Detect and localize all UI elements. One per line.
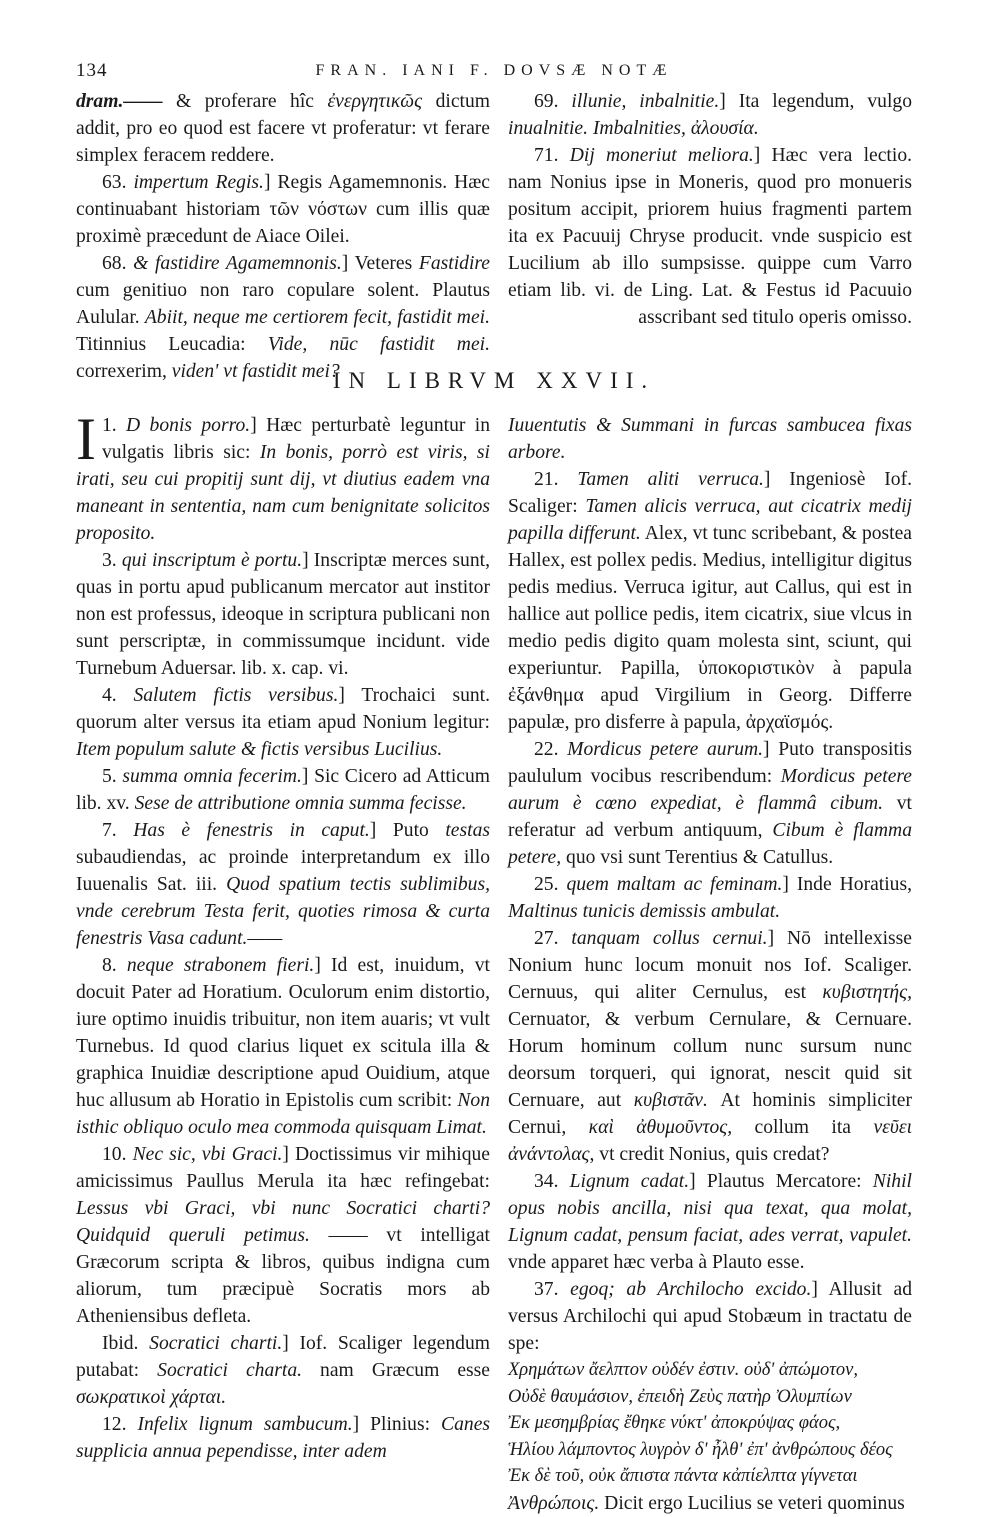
note-text: ] Doctissimus vir mihique amicissimus Paullus Merula ita hæc refingebat:: [76, 1144, 490, 1192]
note-text: vnde apparet hæc verba à Plauto esse.: [508, 1252, 805, 1273]
note-paragraph: [508, 412, 912, 466]
note-text: cum genitiuo non raro copulare solent. Plautus Aulular.: [76, 280, 490, 328]
italic-lemma: Abiit, neque me certiorem fecit, fastidit mei.: [144, 307, 490, 328]
note-text: ] Sic Cicero ad Atticum lib. xv.: [76, 766, 491, 814]
italic-lemma: Socratici charta.: [157, 1360, 303, 1381]
book-section-title: IN LIBRVM XXVII.: [332, 368, 656, 393]
italic-lemma: Infelix lignum sambucum.: [137, 1414, 353, 1435]
note-paragraph: [508, 142, 912, 331]
note-text: nam Græcum esse: [302, 1360, 490, 1381]
italic-lemma: neque strabonem fieri.: [126, 955, 315, 976]
italic-lemma: ἐνεργητικῶς: [327, 91, 423, 112]
drop-capital: I: [76, 406, 96, 472]
note-paragraph: [76, 1141, 490, 1330]
italic-lemma: Socratici charti.: [149, 1333, 283, 1354]
note-text: ] Id est, inuidum, vt docuit Pater ad Horatium. Oculorum enim distortio, iure optimo inuidis tribuitur, non item auaris; vt vult Turnebus. Id quod clarius liquet ex scitula illa & graphica Inuidiæ descriptione apud Ouidium, atque huc allusum ab Horatio in Epistolis cum scribit:: [76, 955, 490, 1111]
note-text: dictum addit, pro eo quod est facere vt proferatur: vt ferare simplex feracem reddere.: [76, 91, 490, 166]
note-text: 5.: [102, 766, 123, 787]
italic-lemma: Tamen alicis verruca, aut cicatrix medij papilla differunt.: [508, 496, 912, 544]
note-text: Alex, vt tunc scribebant, & postea Hallex, est pollex pedis. Medius, intelligitur digitus pedis medius. Verruca igitur, aut Callus, qui est in hallice aut pollice pedis, item cicatrix, siue vlcus in medio pedis digito quam molesta sint, sciunt, qui experiuntur. Papilla, ὑποκοριστικὸν à papula ἐξάνθημα apud Virgilium in Georg. Differre papulæ, pro disferre à papula, ἀρχαϊσμός.: [508, 523, 913, 733]
note-text: 22.: [534, 739, 568, 760]
note-text: Dicit ergo Lucilius se veteri quominus: [599, 1492, 905, 1514]
note-paragraph: [76, 1330, 490, 1411]
note-text: ] Ita legendum, vulgo: [719, 91, 912, 112]
italic-lemma: inualnitie. Imbalnities,: [508, 118, 686, 139]
note-text: quo vsi sunt Terentius & Catullus.: [561, 847, 834, 868]
note-paragraph: [76, 406, 491, 547]
note-text: Ἐκ μεσημβρίας ἔθηκε νύκτ' ἀποκρύψας φάος,: [508, 1413, 841, 1433]
italic-lemma: & fastidire Agamemnonis.: [133, 253, 342, 274]
note-text: At hominis simpliciter Cernui,: [508, 1090, 913, 1138]
note-text: 1.: [101, 415, 127, 436]
note-text: ] Regis Agamemnonis. Hæc continuabant historiam τῶν νόστων cum illis quæ proximè præcedunt de Aiace Oilei.: [76, 172, 490, 247]
note-text: 27.: [534, 928, 572, 949]
italic-lemma: Cibum è flamma petere,: [508, 820, 912, 868]
note-text: 4.: [102, 685, 134, 706]
note-paragraph: [76, 817, 490, 952]
italic-lemma: illunie, inbalnitie.: [571, 91, 720, 112]
note-paragraph: [508, 871, 912, 925]
note-text: Titinnius Leucadia:: [76, 334, 268, 355]
italic-lemma: Dij moneriut meliora.: [569, 145, 754, 166]
italic-lemma: dram.——: [76, 91, 163, 112]
italic-lemma: In bonis, porrò est viris, si irati, seu cui propitij sunt dij, vt diutius eadem vna maneant in sententia, nam cum benignitate solicitos proposito.: [76, 442, 490, 544]
page-number: 134: [76, 60, 108, 81]
bottom-right-column: [508, 412, 912, 1517]
page-header: [76, 60, 912, 86]
note-text: —— vt intelligat Græcorum scripta & libros, quibus indigna cum aliorum, tum præcipuè Socratis mors ab Atheniensibus defleta.: [76, 1225, 490, 1327]
italic-lemma: Mordicus petere aurum è cœno expediat, è flammâ cibum.: [508, 766, 912, 814]
note-text: ] Inscriptæ merces sunt, quas in portu apud publicanum mercator aut institor non est professus, ideoque in scriptura publicani non sunt perscriptæ, in commissumque incidunt. vide Turnebum Aduersar. lib. x. cap. vi.: [76, 550, 490, 679]
note-text: ] Puto transpositis paululum vocibus rescribendum:: [508, 739, 913, 787]
note-text: 7.: [102, 820, 134, 841]
italic-lemma: testas: [445, 820, 490, 841]
note-paragraph: [76, 682, 490, 763]
note-text: ] Hæc vera lectio. nam Nonius ipse in Moneris, quod pro monueris positum accipit, priorem huius fragmenti partem ita ex Pacuuij Chryse producit. vnde suspicio est Lucilium ab illo sumpsisse. quippe cum Varro etiam lib. vi. de Ling. Lat. & Festus id Pacuuio asscribant sed titulo operis omisso.: [508, 145, 913, 328]
italic-lemma: impertum Regis.: [133, 172, 264, 193]
italic-lemma: Quod spatium tectis sublimibus, vnde cerebrum Testa ferit, quoties rimosa & curta fenestris Vasa cadunt.——: [76, 874, 490, 949]
italic-lemma: quem maltam ac feminam.: [566, 874, 783, 895]
greek-verse-line: [508, 1463, 912, 1490]
note-text: 10.: [102, 1144, 133, 1165]
note-text: 34.: [534, 1171, 570, 1192]
note-text: Χρημάτων ἄελπτον οὐδέν ἐστιν. οὐδ' ἀπώμοτον,: [508, 1360, 859, 1380]
italic-lemma: Nihil opus nobis ancilla, nisi qua texat, qua molat, Lignum cadat, pensum faciat, ades verrat, vapulet.: [508, 1171, 912, 1246]
italic-lemma: Has è fenestris in caput.: [133, 820, 370, 841]
bottom-left-column: [76, 406, 491, 1465]
italic-lemma: Item populum salute & fictis versibus Lucilius.: [76, 739, 443, 760]
note-text: Ibid.: [102, 1333, 150, 1354]
note-text: correxerim,: [76, 361, 172, 382]
note-text: , vt credit Nonius, quis credat?: [589, 1144, 830, 1165]
note-text: 12.: [102, 1414, 138, 1435]
note-paragraph: [76, 763, 490, 817]
note-text: ] Plinius:: [352, 1414, 442, 1435]
note-text: ] Trochaici sunt. quorum alter versus ita etiam apud Nonium legitur:: [76, 685, 491, 733]
note-text: 21.: [534, 469, 578, 490]
note-text: ] Nō intellexisse Nonium hunc locum monuit nos Iof. Scaliger. Cernuus, qui aliter Cernulus, est: [508, 928, 913, 1003]
note-text: 63.: [102, 172, 134, 193]
note-paragraph: [76, 169, 490, 250]
note-text: Ἐκ δὲ τοῦ, οὐκ ἄπιστα πάντα κἀπίελπτα γίγνεται: [508, 1466, 858, 1486]
note-text: 3.: [102, 550, 122, 571]
note-text: Cernuator, & verbum Cernulare, & Cernuare. Horum hominum collum nunc sursum nunc deorsum torqueri, qui ignorat, nescit quid sit Cernuare, aut: [508, 1009, 912, 1111]
italic-lemma: νεῦει ἀνάντολας: [508, 1117, 913, 1165]
italic-lemma: Mordicus petere aurum.: [567, 739, 764, 760]
italic-lemma: Nec sic, vbi Graci.: [132, 1144, 283, 1165]
note-text: collum ita: [732, 1117, 874, 1138]
note-text: Οὐδὲ θαυμάσιον, ἐπειδὴ Ζεὺς πατὴρ Ὀλυμπίων: [508, 1386, 852, 1407]
italic-lemma: σωκρατικοὶ χάρται.: [76, 1387, 227, 1408]
italic-lemma: κυβιστᾶν.: [633, 1090, 708, 1111]
italic-lemma: κυβιστητής,: [822, 982, 912, 1003]
top-right-column: [508, 88, 912, 331]
note-text: ] Plautus Mercatore:: [689, 1171, 873, 1192]
note-paragraph: [76, 547, 490, 682]
italic-lemma: tanquam collus cernui.: [571, 928, 768, 949]
note-text: 69.: [534, 91, 572, 112]
italic-lemma: Salutem fictis versibus.: [133, 685, 339, 706]
note-text: ] Veteres: [341, 253, 419, 274]
italic-lemma: Iuuentutis & Summani in furcas sambucea fixas arbore.: [508, 415, 912, 463]
italic-lemma: Sese de attributione omnia summa fecisse.: [134, 793, 467, 814]
italic-lemma: Canes supplicia annua pependisse, inter adem: [76, 1414, 491, 1462]
note-text: & proferare hîc: [162, 91, 328, 112]
note-text: ] Puto: [369, 820, 446, 841]
note-text: ] Allusit ad versus Archilochi qui apud Stobæum in tractatu de spe:: [508, 1279, 912, 1354]
greek-verse-line: [508, 1384, 912, 1411]
note-text: ] Iof. Scaliger legendum putabat:: [76, 1333, 491, 1381]
note-paragraph: [76, 88, 490, 169]
italic-lemma: Vide, nūc fastidit mei.: [267, 334, 490, 355]
italic-lemma: Ἀνθρώποις.: [508, 1492, 600, 1514]
greek-verse-line: [508, 1410, 912, 1437]
note-text: ] Hæc perturbatè leguntur in vulgatis libris sic:: [101, 415, 491, 463]
note-paragraph: [76, 1411, 490, 1465]
note-paragraph: [508, 1490, 912, 1517]
note-paragraph: [508, 1276, 912, 1357]
greek-verse-line: [508, 1437, 912, 1464]
italic-lemma: viden' vt fastidit mei?: [171, 361, 340, 382]
note-text: 37.: [534, 1279, 571, 1300]
note-paragraph: [76, 952, 490, 1141]
italic-lemma: Non isthic obliquo oculo mea commoda quisquam Limat.: [76, 1090, 490, 1138]
italic-lemma: Maltinus tunicis demissis ambulat.: [508, 901, 781, 922]
note-paragraph: [508, 88, 912, 142]
italic-lemma: Tamen aliti verruca.: [577, 469, 764, 490]
note-paragraph: [508, 466, 912, 736]
note-text: Ἡλίου λάμποντος λυγρὸν δ' ἦλθ' ἐπ' ἀνθρώπους δέος: [508, 1439, 893, 1460]
top-left-column: [76, 88, 490, 385]
italic-lemma: qui inscriptum è portu.: [121, 550, 303, 571]
italic-lemma: καὶ ἀθυμοῦντος,: [588, 1117, 733, 1138]
note-text: 71.: [534, 145, 570, 166]
italic-lemma: egoq; ab Archilocho excido.: [570, 1279, 812, 1300]
italic-lemma: summa omnia fecerim.: [122, 766, 302, 787]
note-paragraph: [508, 736, 912, 871]
note-text: 8.: [102, 955, 127, 976]
note-text: ] Inde Horatius,: [782, 874, 913, 895]
greek-verse-line: [508, 1357, 912, 1384]
note-paragraph: [508, 925, 912, 1168]
italic-lemma: Lessus vbi Graci, vbi nunc Socratici charti? Quidquid queruli petimus.: [76, 1198, 490, 1246]
italic-lemma: D bonis porro.: [126, 415, 251, 436]
note-text: 68.: [102, 253, 134, 274]
italic-lemma: Fastidire: [418, 253, 490, 274]
italic-lemma: Lignum cadat.: [569, 1171, 690, 1192]
note-paragraph: [508, 1168, 912, 1276]
note-paragraph: [76, 250, 490, 385]
note-text: subaudiendas, ac proinde interpretandum ex illo Iuuenalis Sat. iii.: [76, 847, 490, 895]
italic-lemma: ἀλουσία.: [690, 118, 759, 139]
running-title: FRAN. IANI F. DOVSÆ NOTÆ: [315, 62, 673, 79]
note-text: ] Ingeniosè Iof. Scaliger:: [508, 469, 912, 517]
note-text: vt referatur ad verbum antiquum,: [508, 793, 913, 841]
note-text: 25.: [534, 874, 567, 895]
